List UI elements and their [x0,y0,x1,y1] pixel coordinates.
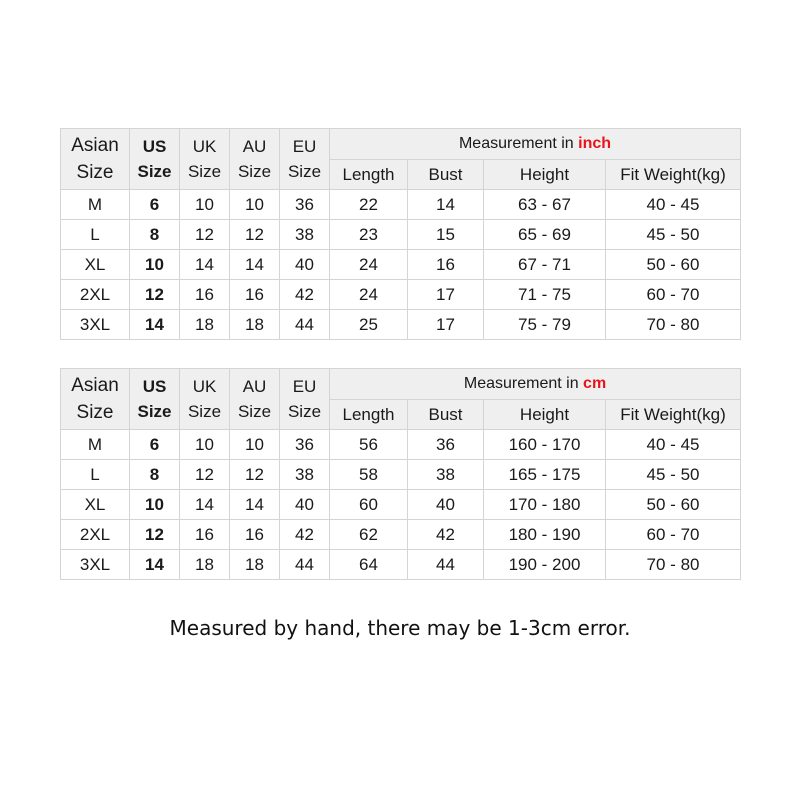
bust-header: Bust [408,160,484,190]
uk-size-header-line1: UK [192,377,217,396]
height-cell: 180 - 190 [484,520,606,550]
size-table-body [61,129,741,340]
au-size-header-line2: Size [237,162,272,181]
bust-cell: 17 [408,310,484,340]
us-size-header-line1: US [142,137,167,156]
eu-size-cell: 36 [280,190,330,220]
au-size-header-line2: Size [237,402,272,421]
fit-weight-cell: 60 - 70 [606,520,741,550]
asian-size-cell: L [61,220,130,250]
us-size-header-line2: Size [137,162,172,181]
size-table-cm [60,368,741,580]
uk-size-cell: 18 [180,550,230,580]
uk-size-header-line2: Size [187,402,222,421]
uk-size-cell: 14 [180,490,230,520]
bust-cell: 36 [408,430,484,460]
us-size-cell: 14 [130,550,180,580]
size-table-body [61,369,741,580]
height-header: Height [484,400,606,430]
eu-size-header-line1: EU [292,137,317,156]
au-size-cell: 18 [230,310,280,340]
height-cell: 165 - 175 [484,460,606,490]
size-row [61,520,741,550]
measurement-prefix: Measurement in [458,135,579,152]
size-table-inch [60,128,741,340]
au-size-cell: 18 [230,550,280,580]
size-row [61,250,741,280]
au-size-cell: 14 [230,490,280,520]
eu-size-cell: 40 [280,250,330,280]
fit-weight-cell: 40 - 45 [606,430,741,460]
us-size-cell: 8 [130,220,180,250]
bust-cell: 16 [408,250,484,280]
asian-size-cell: 2XL [61,280,130,310]
uk-size-cell: 10 [180,190,230,220]
us-size-cell: 6 [130,190,180,220]
size-row [61,430,741,460]
uk-size-cell: 10 [180,430,230,460]
us-size-cell: 12 [130,280,180,310]
asian-size-cell: XL [61,250,130,280]
measurement-unit: cm [583,375,607,392]
asian-size-header-line2: Size [76,162,114,183]
height-cell: 75 - 79 [484,310,606,340]
height-cell: 160 - 170 [484,430,606,460]
eu-size-header-line1: EU [292,377,317,396]
measurement-footnote: Measured by hand, there may be 1-3cm error. [169,616,631,640]
fit-weight-header: Fit Weight(kg) [606,160,741,190]
length-header: Length [330,400,408,430]
measurement-header [330,129,741,160]
height-cell: 65 - 69 [484,220,606,250]
size-row [61,280,741,310]
bust-cell: 38 [408,460,484,490]
eu-size-cell: 38 [280,220,330,250]
eu-size-header-line2: Size [287,162,322,181]
eu-size-cell: 38 [280,460,330,490]
us-size-header [130,369,180,430]
fit-weight-cell: 45 - 50 [606,460,741,490]
au-size-cell: 12 [230,460,280,490]
uk-size-cell: 14 [180,250,230,280]
us-size-cell: 8 [130,460,180,490]
header-row [61,369,741,400]
asian-size-cell: XL [61,490,130,520]
asian-size-cell: L [61,460,130,490]
length-cell: 23 [330,220,408,250]
au-size-cell: 10 [230,430,280,460]
au-size-header-line1: AU [242,377,267,396]
length-cell: 56 [330,430,408,460]
height-cell: 170 - 180 [484,490,606,520]
us-size-header-line2: Size [137,402,172,421]
bust-cell: 42 [408,520,484,550]
height-cell: 71 - 75 [484,280,606,310]
eu-size-cell: 36 [280,430,330,460]
measurement-header [330,369,741,400]
au-size-cell: 16 [230,280,280,310]
au-size-header-line1: AU [242,137,267,156]
eu-size-header [280,369,330,430]
length-cell: 25 [330,310,408,340]
length-cell: 62 [330,520,408,550]
eu-size-header [280,129,330,190]
eu-size-cell: 42 [280,520,330,550]
bust-header: Bust [408,400,484,430]
uk-size-cell: 16 [180,520,230,550]
header-row [61,129,741,160]
asian-size-cell: 3XL [61,550,130,580]
height-cell: 67 - 71 [484,250,606,280]
uk-size-header-line1: UK [192,137,217,156]
length-cell: 58 [330,460,408,490]
asian-size-cell: M [61,190,130,220]
us-size-cell: 10 [130,490,180,520]
uk-size-header [180,129,230,190]
us-size-header [130,129,180,190]
fit-weight-cell: 70 - 80 [606,550,741,580]
length-cell: 60 [330,490,408,520]
uk-size-header [180,369,230,430]
uk-size-cell: 16 [180,280,230,310]
bust-cell: 14 [408,190,484,220]
fit-weight-cell: 60 - 70 [606,280,741,310]
eu-size-cell: 40 [280,490,330,520]
us-size-cell: 10 [130,250,180,280]
uk-size-cell: 18 [180,310,230,340]
size-row [61,190,741,220]
length-header: Length [330,160,408,190]
length-cell: 64 [330,550,408,580]
asian-size-header [61,129,130,190]
asian-size-cell: M [61,430,130,460]
asian-size-header [61,369,130,430]
fit-weight-cell: 70 - 80 [606,310,741,340]
height-cell: 63 - 67 [484,190,606,220]
uk-size-cell: 12 [180,460,230,490]
size-row [61,550,741,580]
asian-size-cell: 2XL [61,520,130,550]
uk-size-header-line2: Size [187,162,222,181]
size-row [61,220,741,250]
size-row [61,490,741,520]
au-size-header [230,369,280,430]
bust-cell: 40 [408,490,484,520]
asian-size-header-line1: Asian [71,135,119,156]
us-size-cell: 12 [130,520,180,550]
length-cell: 22 [330,190,408,220]
height-cell: 190 - 200 [484,550,606,580]
size-row [61,460,741,490]
eu-size-header-line2: Size [287,402,322,421]
asian-size-header-line1: Asian [71,375,119,396]
asian-size-cell: 3XL [61,310,130,340]
length-cell: 24 [330,280,408,310]
eu-size-cell: 44 [280,310,330,340]
au-size-cell: 16 [230,520,280,550]
au-size-cell: 14 [230,250,280,280]
eu-size-cell: 42 [280,280,330,310]
bust-cell: 17 [408,280,484,310]
fit-weight-header: Fit Weight(kg) [606,400,741,430]
uk-size-cell: 12 [180,220,230,250]
eu-size-cell: 44 [280,550,330,580]
length-cell: 24 [330,250,408,280]
measurement-prefix: Measurement in [463,375,584,392]
fit-weight-cell: 50 - 60 [606,490,741,520]
measurement-unit: inch [578,135,612,152]
us-size-header-line1: US [142,377,167,396]
height-header: Height [484,160,606,190]
size-row [61,310,741,340]
bust-cell: 15 [408,220,484,250]
au-size-header [230,129,280,190]
us-size-cell: 14 [130,310,180,340]
bust-cell: 44 [408,550,484,580]
us-size-cell: 6 [130,430,180,460]
fit-weight-cell: 40 - 45 [606,190,741,220]
asian-size-header-line2: Size [76,402,114,423]
fit-weight-cell: 50 - 60 [606,250,741,280]
fit-weight-cell: 45 - 50 [606,220,741,250]
au-size-cell: 10 [230,190,280,220]
au-size-cell: 12 [230,220,280,250]
